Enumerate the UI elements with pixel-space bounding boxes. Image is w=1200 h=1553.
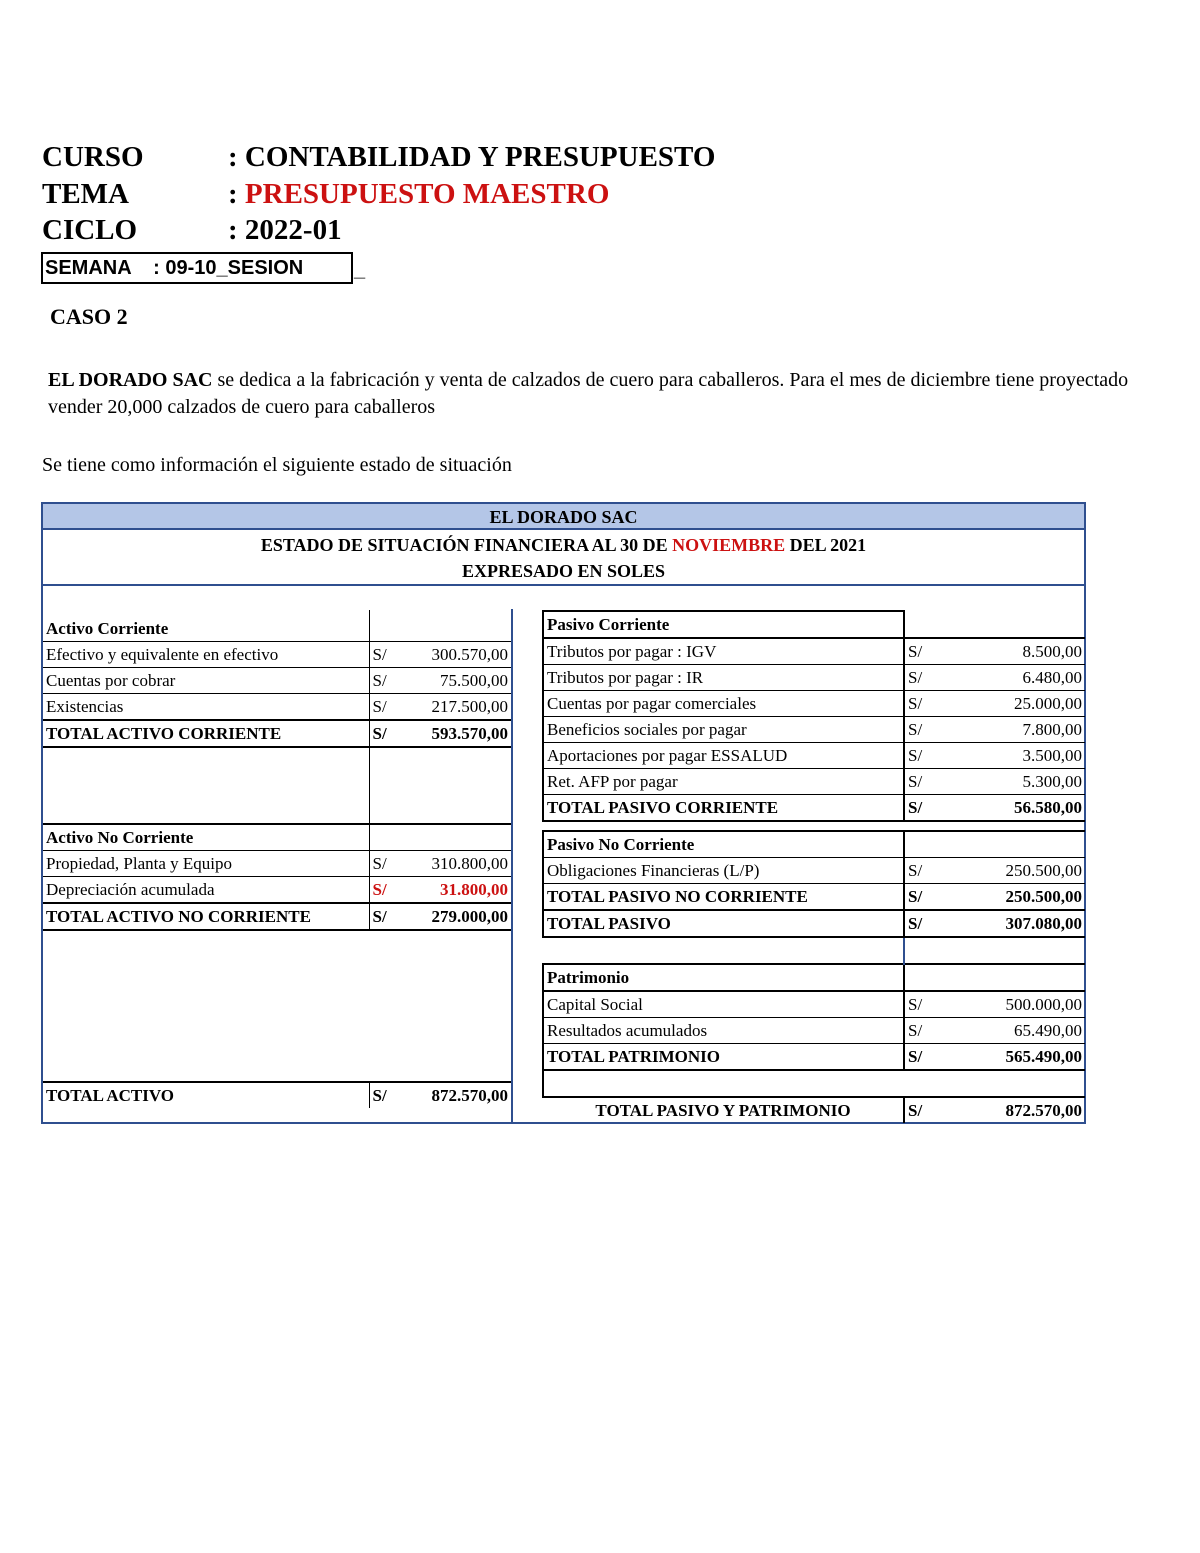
ac-row-label: Existencias — [43, 694, 369, 721]
pasivo-table — [542, 610, 1085, 1123]
activo-corriente-heading: Activo Corriente — [43, 610, 369, 642]
pat-row-amount: 65.490,00 — [964, 1018, 1085, 1044]
pc-row-amount: 7.800,00 — [964, 717, 1085, 743]
pasivo-corriente-heading: Pasivo Corriente — [543, 611, 904, 638]
pc-row-label: Tributos por pagar : IGV — [543, 638, 904, 665]
anc-row-label: Depreciación acumulada — [43, 877, 369, 904]
total-pasivo-corriente-amount: 56.580,00 — [964, 795, 1085, 822]
anc-row-amount: 31.800,00 — [440, 879, 508, 899]
pc-row-amount: 8.500,00 — [964, 638, 1085, 665]
anc-row-amount: 310.800,00 — [405, 851, 511, 877]
pc-row-currency: S/ — [904, 769, 964, 795]
statement-title-month: NOVIEMBRE — [672, 535, 786, 555]
total-activo-amount: 872.570,00 — [431, 1085, 508, 1105]
pnc-row-currency: S/ — [904, 858, 964, 884]
intro-text: se dedica a la fabricación y venta de calzados de cuero para caballeros. Para el mes de diciembre tiene proyectado vender 20,000 calzados de cuero para caballeros — [48, 369, 1129, 418]
statement-title-pre: ESTADO DE SITUACIÓN FINANCIERA AL 30 DE — [260, 535, 673, 555]
total-activo-corriente-currency: S/ — [369, 720, 405, 747]
balance-sheet — [41, 502, 1086, 1124]
anc-row-currency: S/ — [369, 851, 405, 877]
total-pasivo-patrimonio-currency: S/ — [908, 1100, 923, 1120]
total-activo-no-corriente-currency: S/ — [369, 903, 405, 930]
semana-tail: _ — [354, 259, 366, 281]
ac-row-amount: 300.570,00 — [405, 642, 511, 668]
statement-company: EL DORADO SAC — [41, 502, 1086, 530]
pc-row-amount: 3.500,00 — [964, 743, 1085, 769]
pnc-row-label: Obligaciones Financieras (L/P) — [543, 858, 904, 884]
anc-row-label: Propiedad, Planta y Equipo — [43, 851, 369, 877]
pc-row-label: Cuentas por pagar comerciales — [543, 691, 904, 717]
total-activo-corriente-amount: 593.570,00 — [405, 720, 511, 747]
curso-value: : CONTABILIDAD Y PRESUPUESTO — [228, 141, 716, 173]
total-pasivo-label: TOTAL PASIVO — [543, 910, 904, 937]
tema-value-line — [228, 176, 609, 212]
pat-row-amount: 500.000,00 — [964, 991, 1085, 1018]
pat-row-label: Capital Social — [543, 991, 904, 1018]
statement-title — [43, 532, 1084, 558]
total-pasivo-amount: 307.080,00 — [964, 910, 1085, 937]
total-pasivo-no-corriente-amount: 250.500,00 — [964, 884, 1085, 911]
info-line: Se tiene como información el siguiente estado de situación — [42, 454, 512, 476]
pc-row-label: Beneficios sociales por pagar — [543, 717, 904, 743]
total-pasivo-no-corriente-currency: S/ — [904, 884, 964, 911]
tema-label: TEMA — [42, 178, 129, 210]
tema-value: PRESUPUESTO MAESTRO — [244, 178, 610, 210]
pc-row-currency: S/ — [904, 743, 964, 769]
pat-row-currency: S/ — [904, 991, 964, 1018]
pc-row-label: Aportaciones por pagar ESSALUD — [543, 743, 904, 769]
ac-row-currency: S/ — [372, 696, 387, 716]
ac-row-currency: S/ — [369, 642, 405, 668]
patrimonio-heading: Patrimonio — [543, 964, 904, 991]
statement-title-post: DEL 2021 — [785, 535, 867, 555]
total-activo-label: TOTAL ACTIVO — [43, 1082, 369, 1108]
intro-paragraph — [48, 367, 1178, 421]
statement-title-box — [41, 530, 1086, 586]
pc-row-amount: 25.000,00 — [964, 691, 1085, 717]
activo-no-corriente-heading: Activo No Corriente — [43, 824, 369, 851]
total-pasivo-currency: S/ — [904, 910, 964, 937]
pc-row-amount: 6.480,00 — [964, 665, 1085, 691]
total-pasivo-corriente-label: TOTAL PASIVO CORRIENTE — [543, 795, 904, 822]
total-pasivo-no-corriente-label: TOTAL PASIVO NO CORRIENTE — [543, 884, 904, 911]
pc-row-currency: S/ — [904, 717, 964, 743]
pc-row-currency: S/ — [904, 691, 964, 717]
total-patrimonio-label: TOTAL PATRIMONIO — [543, 1044, 904, 1071]
statement-subtitle: EXPRESADO EN SOLES — [461, 561, 666, 581]
ciclo-label: CICLO — [42, 214, 138, 246]
intro-company: EL DORADO SAC — [48, 369, 213, 391]
total-pasivo-patrimonio-amount: 872.570,00 — [1005, 1100, 1082, 1120]
tema-colon: : — [228, 178, 245, 210]
total-activo-currency: S/ — [372, 1085, 387, 1105]
pasivo-no-corriente-heading: Pasivo No Corriente — [543, 831, 904, 858]
ac-row-label: Efectivo y equivalente en efectivo — [43, 642, 369, 668]
semana-box: SEMANA : 09-10_SESION — [41, 252, 353, 284]
total-activo-no-corriente-label: TOTAL ACTIVO NO CORRIENTE — [43, 903, 369, 930]
total-patrimonio-amount: 565.490,00 — [964, 1044, 1085, 1071]
pc-row-currency: S/ — [904, 638, 964, 665]
pc-row-amount: 5.300,00 — [964, 769, 1085, 795]
ac-row-amount: 75.500,00 — [405, 668, 511, 694]
pnc-row-amount: 250.500,00 — [964, 858, 1085, 884]
ac-row-label: Cuentas por cobrar — [43, 668, 369, 694]
ac-row-currency: S/ — [369, 668, 405, 694]
pc-row-label: Tributos por pagar : IR — [543, 665, 904, 691]
activo-table — [43, 610, 511, 1108]
pat-row-currency: S/ — [904, 1018, 964, 1044]
ciclo-value: : 2022-01 — [228, 214, 342, 246]
total-activo-no-corriente-amount: 279.000,00 — [405, 903, 511, 930]
pc-row-currency: S/ — [904, 665, 964, 691]
anc-row-currency: S/ — [372, 879, 387, 899]
curso-label: CURSO — [42, 141, 144, 173]
total-patrimonio-currency: S/ — [904, 1044, 964, 1071]
pat-row-label: Resultados acumulados — [543, 1018, 904, 1044]
pc-row-label: Ret. AFP por pagar — [543, 769, 904, 795]
total-activo-corriente-label: TOTAL ACTIVO CORRIENTE — [43, 720, 369, 747]
caso-heading: CASO 2 — [50, 304, 128, 329]
total-pasivo-corriente-currency: S/ — [904, 795, 964, 822]
ac-row-amount: 217.500,00 — [431, 696, 508, 716]
total-pasivo-patrimonio-label: TOTAL PASIVO Y PATRIMONIO — [543, 1097, 904, 1123]
